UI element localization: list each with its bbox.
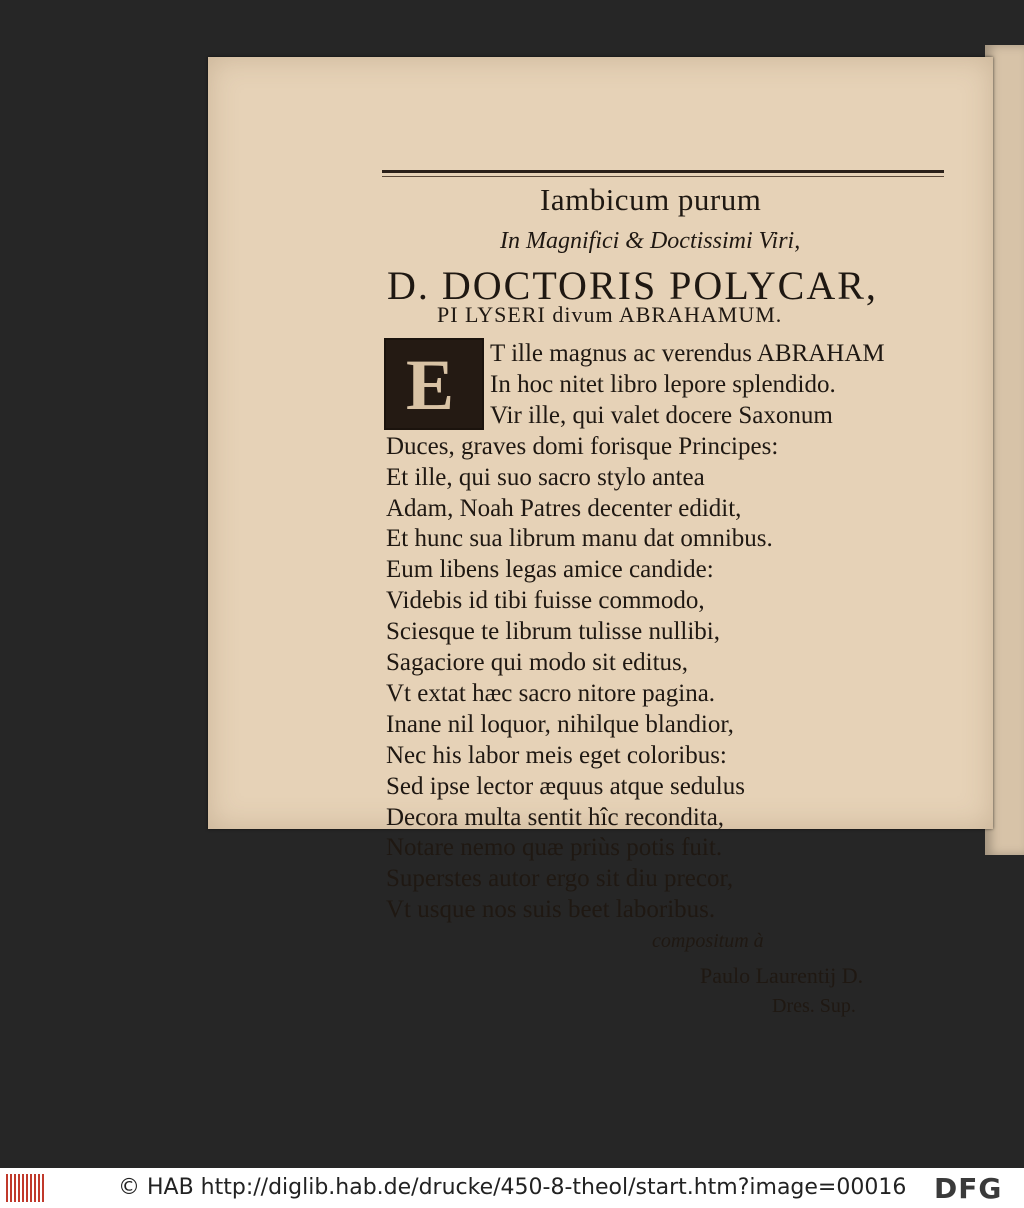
verse-line: Notare nemo quæ priùs potis fuit. <box>386 834 723 861</box>
verse-line: Eum libens legas amice candide: <box>386 556 714 583</box>
initial-letter: E <box>406 345 455 425</box>
dedicatee-line-1: D. DOCTORIS POLYCAR, <box>387 263 878 308</box>
verse-line: Sciesque te librum tulisse nullibi, <box>386 618 720 645</box>
verse-line: Nec his labor meis eget coloribus: <box>386 742 727 769</box>
verse-line: Inane nil loquor, nihilque blandior, <box>386 711 734 738</box>
verse-line: Duces, graves domi forisque Principes: <box>386 433 779 460</box>
dfg-logo: DFG <box>934 1172 1003 1205</box>
header-rule-thin <box>382 176 944 177</box>
copyright-link[interactable]: © HAB http://diglib.hab.de/drucke/450-8-theol/start.htm?image=00016 <box>118 1175 907 1200</box>
verse-line: Sed ipse lector æquus atque sedulus <box>386 773 745 800</box>
decorated-initial <box>384 338 484 430</box>
verse-line: Superstes autor ergo sit diu precor, <box>386 865 734 892</box>
verse-line: Vt extat hæc sacro nitore pagina. <box>386 680 716 707</box>
verse-line: Et hunc sua librum manu dat omnibus. <box>386 525 773 552</box>
verse-line: Vir ille, qui valet docere Saxonum <box>490 402 833 429</box>
poem-subtitle: In Magnifici & Doctissimi Viri, <box>500 228 801 254</box>
verse-line: Videbis id tibi fuisse commodo, <box>386 587 705 614</box>
barcode-icon <box>6 1174 46 1202</box>
verse-line: In hoc nitet libro lepore splendido. <box>490 371 836 398</box>
verse-line: Sagaciore qui modo sit editus, <box>386 649 689 676</box>
header-rule <box>382 170 944 173</box>
signature-name: Paulo Laurentij D. <box>700 963 864 988</box>
verse-line: Decora multa sentit hîc recondita, <box>386 804 725 831</box>
verse-line: T ille magnus ac verendus ABRAHAM <box>490 340 885 367</box>
signature-place: Dres. Sup. <box>772 995 856 1017</box>
verse-line: Adam, Noah Patres decenter edidit, <box>386 495 742 522</box>
footer-bar <box>0 1168 1024 1208</box>
verse-line: Vt usque nos suis beet laboribus. <box>386 896 716 923</box>
dedicatee-line-2: PI LYSERI divum ABRAHAMUM. <box>437 302 783 327</box>
verse-line: Et ille, qui suo sacro stylo antea <box>386 464 705 491</box>
poem-title: Iambicum purum <box>540 182 762 217</box>
signature-lead: compositum à <box>652 930 764 952</box>
